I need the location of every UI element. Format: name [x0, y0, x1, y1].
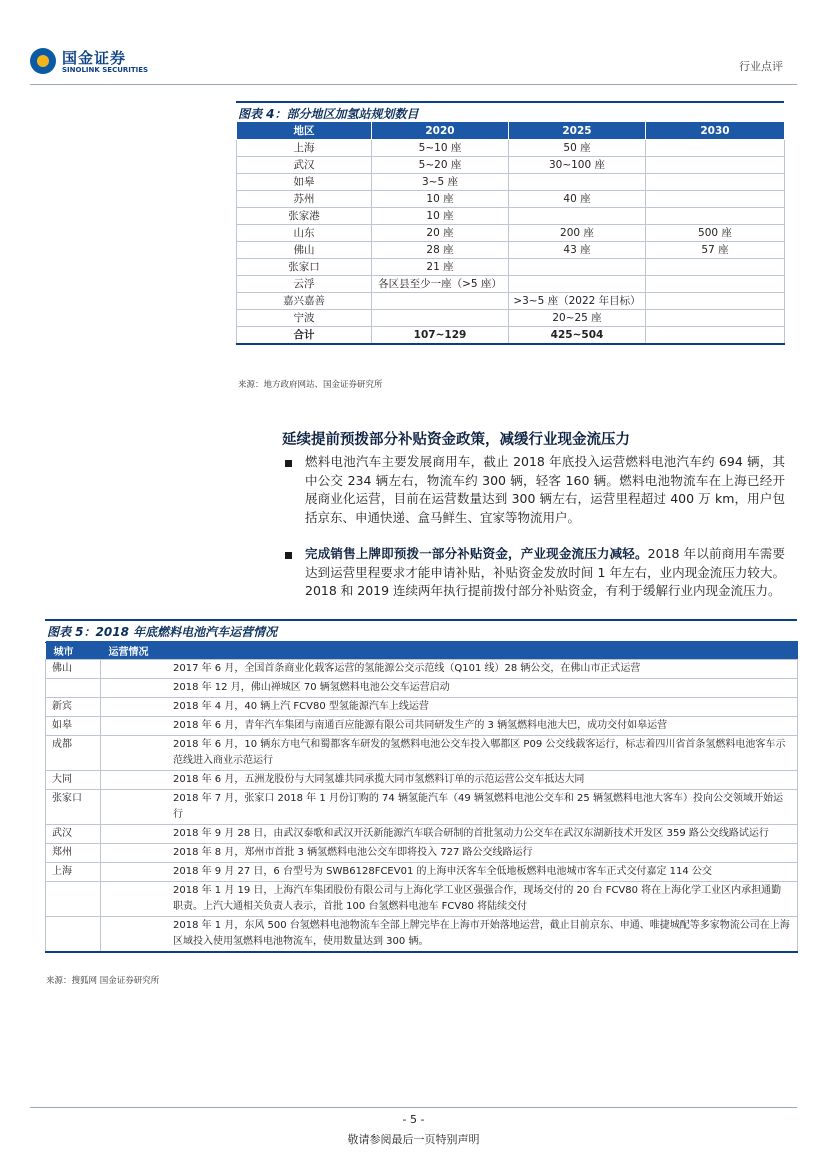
- table-row: [237, 310, 785, 327]
- city-cell: 张家口: [46, 790, 101, 825]
- table-row: [237, 242, 785, 259]
- table-cell: [646, 191, 785, 208]
- figure-5-table: [45, 641, 798, 953]
- total-cell: 425~504: [509, 327, 646, 345]
- table-row: [46, 863, 798, 882]
- table-row: [46, 844, 798, 863]
- logo-en-text: SINOLINK SECURITIES: [62, 66, 149, 74]
- table-row: [46, 917, 798, 953]
- total-cell: [646, 327, 785, 345]
- table-cell: 佛山: [237, 242, 372, 259]
- operation-cell: 2018 年 6 月，五洲龙股份与大同氢雄共同承揽大同市氢燃料订单的示范运营公交车抵达大同: [101, 771, 798, 790]
- table-cell: 宁波: [237, 310, 372, 327]
- city-cell: 成都: [46, 736, 101, 771]
- table-cell: 5~10 座: [372, 140, 509, 157]
- operation-cell: 2017 年 6 月，全国首条商业化载客运营的氢能源公交示范线（Q101 线）28 辆公交，在佛山市正式运营: [101, 660, 798, 679]
- table-row: [46, 717, 798, 736]
- figure-4-title: 图表 4：部分地区加氢站规划数目: [236, 101, 784, 125]
- operation-cell: 2018 年 9 月 27 日，6 台型号为 SWB6128FCEV01 的上海申沃客车全低地板燃料电池城市客车正式交付嘉定 114 公交: [101, 863, 798, 882]
- table-cell: [646, 259, 785, 276]
- fig4-header-cell: 2030: [646, 122, 785, 140]
- table-cell: 嘉兴嘉善: [237, 293, 372, 310]
- table-row: [46, 679, 798, 698]
- city-cell: [46, 679, 101, 698]
- fig5-header-cell: 运营情况: [101, 641, 798, 660]
- table-row: [237, 140, 785, 157]
- city-cell: 如皋: [46, 717, 101, 736]
- table-cell: 30~100 座: [509, 157, 646, 174]
- table-cell: [646, 208, 785, 225]
- table-row: [237, 293, 785, 310]
- figure-4-source: 来源：地方政府网站、国金证券研究所: [238, 380, 383, 390]
- table-cell: 20~25 座: [509, 310, 646, 327]
- fig4-header-cell: 2020: [372, 122, 509, 140]
- operation-cell: 2018 年 7 月，张家口 2018 年 1 月份订购的 74 辆氢能汽车（49 辆氢燃料电池公交车和 25 辆氢燃料电池大客车）投向公交领域开始运行: [101, 790, 798, 825]
- report-type: 行业点评: [739, 60, 783, 73]
- footer-divider: [30, 1107, 797, 1108]
- bullet-square-icon: [285, 552, 292, 559]
- paragraph-1: 燃料电池汽车主要发展商用车，截止 2018 年底投入运营燃料电池汽车约 694 辆，其中公交 234 辆左右，物流车约 300 辆，轻客 160 辆。燃料电池物流车在上海已经开展商业化运营，目前在运营数量达到 300 辆左右，运营里程超过 400 万 km，用户包括京东、申通快递、盒马鲜生、宜家等物流用户。: [305, 454, 785, 525]
- table-cell: 28 座: [372, 242, 509, 259]
- table-cell: 各区县至少一座（>5 座）: [372, 276, 509, 293]
- table-cell: [509, 208, 646, 225]
- figure-5-source: 来源：搜狐网 国金证券研究所: [46, 976, 160, 986]
- city-cell: 新宾: [46, 698, 101, 717]
- operation-cell: 2018 年 4 月，40 辆上汽 FCV80 型氢能源汽车上线运营: [101, 698, 798, 717]
- table-row: [46, 736, 798, 771]
- paragraph-2-body: 2018 年以前商用车需要达到运营里程要求才能申请补贴，补贴资金发放时间 1 年左右，业内现金流压力较大。2018 和 2019 连续两年执行提前拨付部分补贴资金，有利于缓解行业内现金流压力。: [305, 546, 785, 598]
- table-cell: 10 座: [372, 208, 509, 225]
- total-row: [237, 327, 785, 345]
- table-cell: 5~20 座: [372, 157, 509, 174]
- operation-cell: 2018 年 9 月 28 日，由武汉泰歌和武汉开沃新能源汽车联合研制的首批氢动力公交车在武汉东湖新技术开发区 359 路公交线路试运行: [101, 825, 798, 844]
- table-cell: 20 座: [372, 225, 509, 242]
- table-cell: 如皋: [237, 174, 372, 191]
- table-cell: 21 座: [372, 259, 509, 276]
- figure-5-title: 图表 5：2018 年底燃料电池汽车运营情况: [45, 619, 797, 643]
- table-cell: [646, 310, 785, 327]
- table-cell: [509, 259, 646, 276]
- table-cell: [646, 157, 785, 174]
- table-cell: 500 座: [646, 225, 785, 242]
- table-cell: 武汉: [237, 157, 372, 174]
- table-row: [237, 174, 785, 191]
- table-row: [237, 191, 785, 208]
- section-heading: 延续提前预拨部分补贴资金政策，减缓行业现金流压力: [282, 432, 630, 448]
- operation-cell: 2018 年 8 月，郑州市首批 3 辆氢燃料电池公交车即将投入 727 路公交线路运行: [101, 844, 798, 863]
- table-cell: 40 座: [509, 191, 646, 208]
- table-row: [237, 225, 785, 242]
- footer-disclaimer: 敬请参阅最后一页特别声明: [347, 1133, 480, 1146]
- city-cell: 上海: [46, 863, 101, 882]
- city-cell: 郑州: [46, 844, 101, 863]
- operation-cell: 2018 年 12 月，佛山禅城区 70 辆氢燃料电池公交车运营启动: [101, 679, 798, 698]
- fig5-header-cell: 城市: [46, 641, 101, 660]
- table-cell: [646, 276, 785, 293]
- table-cell: 200 座: [509, 225, 646, 242]
- table-row: [46, 698, 798, 717]
- table-cell: 10 座: [372, 191, 509, 208]
- company-logo-icon: [30, 48, 56, 74]
- table-row: [46, 790, 798, 825]
- table-row: [46, 825, 798, 844]
- city-cell: [46, 882, 101, 917]
- table-cell: [509, 276, 646, 293]
- table-row: [237, 157, 785, 174]
- city-cell: [46, 917, 101, 953]
- table-row: [237, 259, 785, 276]
- table-cell: [509, 174, 646, 191]
- table-cell: 云浮: [237, 276, 372, 293]
- fig4-header-cell: 2025: [509, 122, 646, 140]
- table-cell: 43 座: [509, 242, 646, 259]
- table-cell: 张家港: [237, 208, 372, 225]
- table-row: [46, 882, 798, 917]
- logo-cn-text: 国金证券: [62, 49, 127, 67]
- city-cell: 大同: [46, 771, 101, 790]
- table-cell: >3~5 座（2022 年目标）: [509, 293, 646, 310]
- table-cell: 3~5 座: [372, 174, 509, 191]
- table-row: [237, 208, 785, 225]
- total-cell: 合计: [237, 327, 372, 345]
- table-row: [46, 660, 798, 679]
- table-cell: 苏州: [237, 191, 372, 208]
- operation-cell: 2018 年 6 月，10 辆东方电气和蜀都客车研发的氢燃料电池公交车投入郫都区 P09 公交线载客运行，标志着四川省首条氢燃料电池客车示范线进入商业示范运行: [101, 736, 798, 771]
- table-cell: 上海: [237, 140, 372, 157]
- table-cell: [372, 293, 509, 310]
- table-cell: [372, 310, 509, 327]
- table-cell: [646, 293, 785, 310]
- table-row: [237, 276, 785, 293]
- table-cell: 张家口: [237, 259, 372, 276]
- table-cell: 山东: [237, 225, 372, 242]
- table-row: [46, 771, 798, 790]
- operation-cell: 2018 年 1 月 19 日，上海汽车集团股份有限公司与上海化学工业区强强合作，现场交付的 20 台 FCV80 将在上海化学工业区内承担通勤职责。上汽大通相关负责人表示，首批 100 台氢燃料电池车 FCV80 将陆续交付: [101, 882, 798, 917]
- page-number: - 5 -: [402, 1113, 425, 1126]
- figure-4-table: [236, 121, 785, 345]
- fig4-header-cell: 地区: [237, 122, 372, 140]
- header-divider: [30, 84, 797, 85]
- operation-cell: 2018 年 6 月，青年汽车集团与南通百应能源有限公司共同研发生产的 3 辆氢燃料电池大巴，成功交付如皋运营: [101, 717, 798, 736]
- table-cell: [646, 174, 785, 191]
- city-cell: 佛山: [46, 660, 101, 679]
- bullet-square-icon: [285, 460, 292, 467]
- table-cell: 50 座: [509, 140, 646, 157]
- paragraph-2-lead: 完成销售上牌即预拨一部分补贴资金，产业现金流压力减轻。: [305, 546, 648, 561]
- total-cell: 107~129: [372, 327, 509, 345]
- paragraph-2: [305, 545, 785, 601]
- city-cell: 武汉: [46, 825, 101, 844]
- table-cell: 57 座: [646, 242, 785, 259]
- table-cell: [646, 140, 785, 157]
- operation-cell: 2018 年 1 月，东风 500 台氢燃料电池物流车全部上牌完毕在上海市开始落地运营，截止目前京东、申通、唯捷城配等多家物流公司在上海区域投入使用氢燃料电池物流车，使用数量达到 300 辆。: [101, 917, 798, 953]
